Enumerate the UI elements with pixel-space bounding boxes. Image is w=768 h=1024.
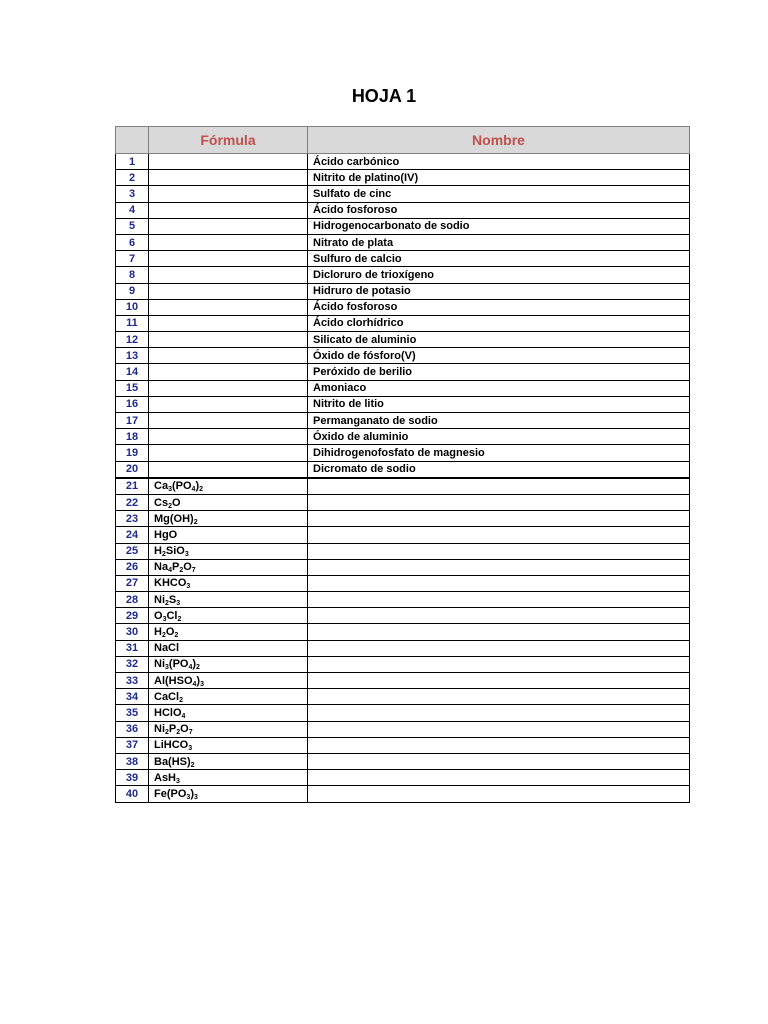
row-number: 20: [116, 461, 149, 478]
formula-cell: HClO$_4$: [149, 705, 308, 721]
formula-cell: [149, 186, 308, 202]
row-number: 9: [116, 283, 149, 299]
formula-cell: $Ba(HS)_2$: [149, 753, 308, 769]
name-cell: Sulfato de cinc: [308, 186, 690, 202]
row-number: 34: [116, 689, 149, 705]
formula-cell: [149, 299, 308, 315]
name-cell: Nitrito de litio: [308, 396, 690, 412]
table-row: [116, 624, 690, 640]
name-cell: [308, 656, 690, 672]
table-row: [116, 543, 690, 559]
name-cell: [308, 786, 690, 802]
row-number: 5: [116, 218, 149, 234]
table-row: [116, 689, 690, 705]
table-row: [116, 413, 690, 429]
table-row: [116, 283, 690, 299]
name-cell: Ácido fosforoso: [308, 299, 690, 315]
formula-cell: [149, 348, 308, 364]
formula-cell: $H_2SiO_3$: [149, 543, 308, 559]
table-row: [116, 267, 690, 283]
name-cell: [308, 543, 690, 559]
formula-cell: $Ni_2S_3$: [149, 592, 308, 608]
formula-cell: LiHCO$_3$: [149, 737, 308, 753]
name-cell: Óxido de fósforo(V): [308, 348, 690, 364]
row-number: 21: [116, 478, 149, 495]
formula-cell: HgO: [149, 527, 308, 543]
table-row: [116, 154, 690, 170]
table-row: [116, 737, 690, 753]
name-cell: [308, 608, 690, 624]
formula-cell: [149, 364, 308, 380]
row-number: 4: [116, 202, 149, 218]
formula-cell: [149, 396, 308, 412]
number-column-header: [116, 127, 149, 154]
table-row: [116, 218, 690, 234]
row-number: 17: [116, 413, 149, 429]
formula-cell: [149, 315, 308, 331]
row-number: 23: [116, 511, 149, 527]
name-cell: [308, 624, 690, 640]
formula-cell: [149, 170, 308, 186]
formula-cell: [149, 429, 308, 445]
table-row: [116, 332, 690, 348]
row-number: 35: [116, 705, 149, 721]
table-row: [116, 770, 690, 786]
table-row: [116, 170, 690, 186]
name-cell: [308, 575, 690, 591]
name-cell: [308, 640, 690, 656]
table-row: [116, 511, 690, 527]
formula-cell: AsH$_3$: [149, 770, 308, 786]
row-number: 13: [116, 348, 149, 364]
formula-cell: $Ni_2P_2O_7$: [149, 721, 308, 737]
name-cell: [308, 592, 690, 608]
table-row: [116, 478, 690, 495]
name-cell: [308, 494, 690, 510]
formula-cell: [149, 251, 308, 267]
row-number: 6: [116, 234, 149, 250]
row-number: 38: [116, 753, 149, 769]
table-row: [116, 527, 690, 543]
row-number: 8: [116, 267, 149, 283]
table-row: [116, 315, 690, 331]
formula-cell: $Fe(PO_3)_3$: [149, 786, 308, 802]
row-number: 15: [116, 380, 149, 396]
row-number: 3: [116, 186, 149, 202]
name-cell: Dihidrogenofosfato de magnesio: [308, 445, 690, 461]
formula-cell: [149, 283, 308, 299]
table-row: [116, 461, 690, 478]
row-number: 19: [116, 445, 149, 461]
name-cell: [308, 689, 690, 705]
formula-cell: [149, 445, 308, 461]
table-body: [116, 154, 690, 803]
formula-cell: $H_2O_2$: [149, 624, 308, 640]
exercise-table: [115, 126, 690, 803]
table-row: [116, 673, 690, 689]
formula-cell: $Mg(OH)_2$: [149, 511, 308, 527]
formula-cell: [149, 413, 308, 429]
name-cell: Nitrato de plata: [308, 234, 690, 250]
name-cell: [308, 737, 690, 753]
name-cell: [308, 705, 690, 721]
table-row: [116, 656, 690, 672]
row-number: 27: [116, 575, 149, 591]
row-number: 36: [116, 721, 149, 737]
table-header-row: [116, 127, 690, 154]
name-cell: Peróxido de berilio: [308, 364, 690, 380]
name-cell: [308, 753, 690, 769]
name-cell: Hidruro de potasio: [308, 283, 690, 299]
formula-cell: [149, 154, 308, 170]
name-cell: [308, 478, 690, 495]
table-row: [116, 396, 690, 412]
row-number: 10: [116, 299, 149, 315]
row-number: 40: [116, 786, 149, 802]
row-number: 11: [116, 315, 149, 331]
name-column-header: Nombre: [308, 127, 690, 154]
row-number: 1: [116, 154, 149, 170]
table-row: [116, 299, 690, 315]
formula-cell: $Cs_2O$: [149, 494, 308, 510]
table-row: [116, 721, 690, 737]
table-row: [116, 186, 690, 202]
table-row: [116, 380, 690, 396]
formula-cell: [149, 380, 308, 396]
table-row: [116, 234, 690, 250]
row-number: 2: [116, 170, 149, 186]
formula-cell: CaCl$_2$: [149, 689, 308, 705]
table-row: [116, 753, 690, 769]
table-row: [116, 429, 690, 445]
table-row: [116, 559, 690, 575]
table-row: [116, 445, 690, 461]
row-number: 30: [116, 624, 149, 640]
name-cell: Sulfuro de calcio: [308, 251, 690, 267]
name-cell: [308, 770, 690, 786]
formula-cell: [149, 234, 308, 250]
formula-cell: $Na_4P_2O_7$: [149, 559, 308, 575]
name-cell: [308, 527, 690, 543]
row-number: 18: [116, 429, 149, 445]
formula-cell: $Ca_3(PO_4)_2$: [149, 478, 308, 495]
formula-cell: $O_3Cl_2$: [149, 608, 308, 624]
table-row: [116, 575, 690, 591]
row-number: 26: [116, 559, 149, 575]
table-row: [116, 202, 690, 218]
formula-cell: [149, 218, 308, 234]
row-number: 32: [116, 656, 149, 672]
formula-column-header: Fórmula: [149, 127, 308, 154]
name-cell: Ácido clorhídrico: [308, 315, 690, 331]
table-row: [116, 608, 690, 624]
formula-cell: $Al(HSO_4)_3$: [149, 673, 308, 689]
formula-cell: [149, 267, 308, 283]
row-number: 25: [116, 543, 149, 559]
formula-cell: $KHCO_3$: [149, 575, 308, 591]
row-number: 31: [116, 640, 149, 656]
row-number: 37: [116, 737, 149, 753]
table-row: [116, 364, 690, 380]
name-cell: Nitrito de platino(IV): [308, 170, 690, 186]
name-cell: [308, 721, 690, 737]
name-cell: Hidrogenocarbonato de sodio: [308, 218, 690, 234]
formula-cell: $Ni_3(PO_4)_2$: [149, 656, 308, 672]
row-number: 16: [116, 396, 149, 412]
name-cell: Dicloruro de trioxígeno: [308, 267, 690, 283]
name-cell: Ácido carbónico: [308, 154, 690, 170]
formula-cell: [149, 461, 308, 478]
formula-cell: [149, 332, 308, 348]
table-row: [116, 251, 690, 267]
row-number: 12: [116, 332, 149, 348]
name-cell: Ácido fosforoso: [308, 202, 690, 218]
row-number: 28: [116, 592, 149, 608]
table-row: [116, 705, 690, 721]
name-cell: Permanganato de sodio: [308, 413, 690, 429]
table-row: [116, 348, 690, 364]
name-cell: [308, 673, 690, 689]
page-title: HOJA 1: [351, 86, 417, 106]
row-number: 39: [116, 770, 149, 786]
name-cell: Óxido de aluminio: [308, 429, 690, 445]
formula-cell: [149, 202, 308, 218]
row-number: 22: [116, 494, 149, 510]
name-cell: Silicato de aluminio: [308, 332, 690, 348]
table-row: [116, 592, 690, 608]
formula-cell: NaCl: [149, 640, 308, 656]
table-row: [116, 640, 690, 656]
row-number: 14: [116, 364, 149, 380]
name-cell: Amoniaco: [308, 380, 690, 396]
table-row: [116, 786, 690, 802]
name-cell: [308, 559, 690, 575]
row-number: 24: [116, 527, 149, 543]
name-cell: [308, 511, 690, 527]
row-number: 33: [116, 673, 149, 689]
table-row: [116, 494, 690, 510]
row-number: 7: [116, 251, 149, 267]
name-cell: Dicromato de sodio: [308, 461, 690, 478]
row-number: 29: [116, 608, 149, 624]
